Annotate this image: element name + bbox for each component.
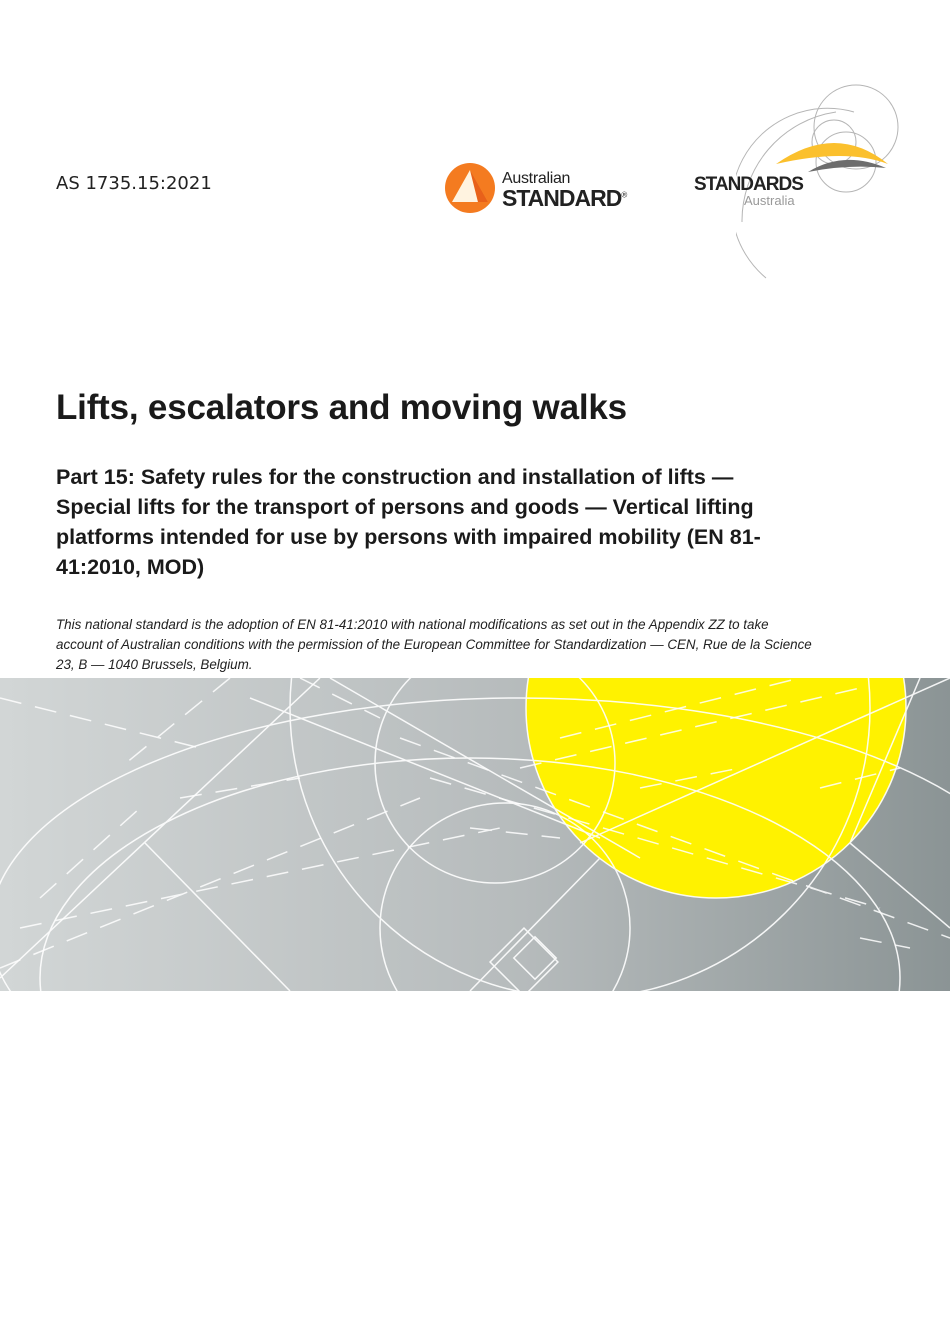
adoption-line: 23, B — 1040 Brussels, Belgium. [56, 657, 253, 672]
subtitle-line: 41:2010, MOD) [56, 555, 205, 579]
logo-standard-text: STANDARD® [502, 185, 627, 211]
subtitle-line: platforms intended for use by persons with impaired mobility (EN 81- [56, 525, 761, 549]
australian-standard-triangle-icon [444, 162, 496, 214]
australian-standard-logo [444, 162, 634, 218]
adoption-line: This national standard is the adoption of EN 81-41:2010 with national modifications as set out in the Appendix ZZ to take [56, 617, 769, 632]
geometric-cover-banner-icon [0, 678, 950, 991]
logo-standards-text: STANDARDS [694, 174, 803, 195]
document-subtitle [56, 462, 886, 582]
subtitle-line: Special lifts for the transport of persons and goods — Vertical lifting [56, 495, 754, 519]
logo-australia-text: Australia [744, 193, 795, 208]
document-title: Lifts, escalators and moving walks [56, 388, 627, 427]
adoption-statement [56, 615, 906, 675]
subtitle-line: Part 15: Safety rules for the construction and installation of lifts — [56, 465, 734, 489]
adoption-line: account of Australian conditions with the permission of the European Committee for Standardization — CEN, Rue de la Science [56, 637, 812, 652]
logo-australian-text: Australian [502, 170, 571, 187]
standard-number: AS 1735.15:2021 [56, 173, 212, 194]
